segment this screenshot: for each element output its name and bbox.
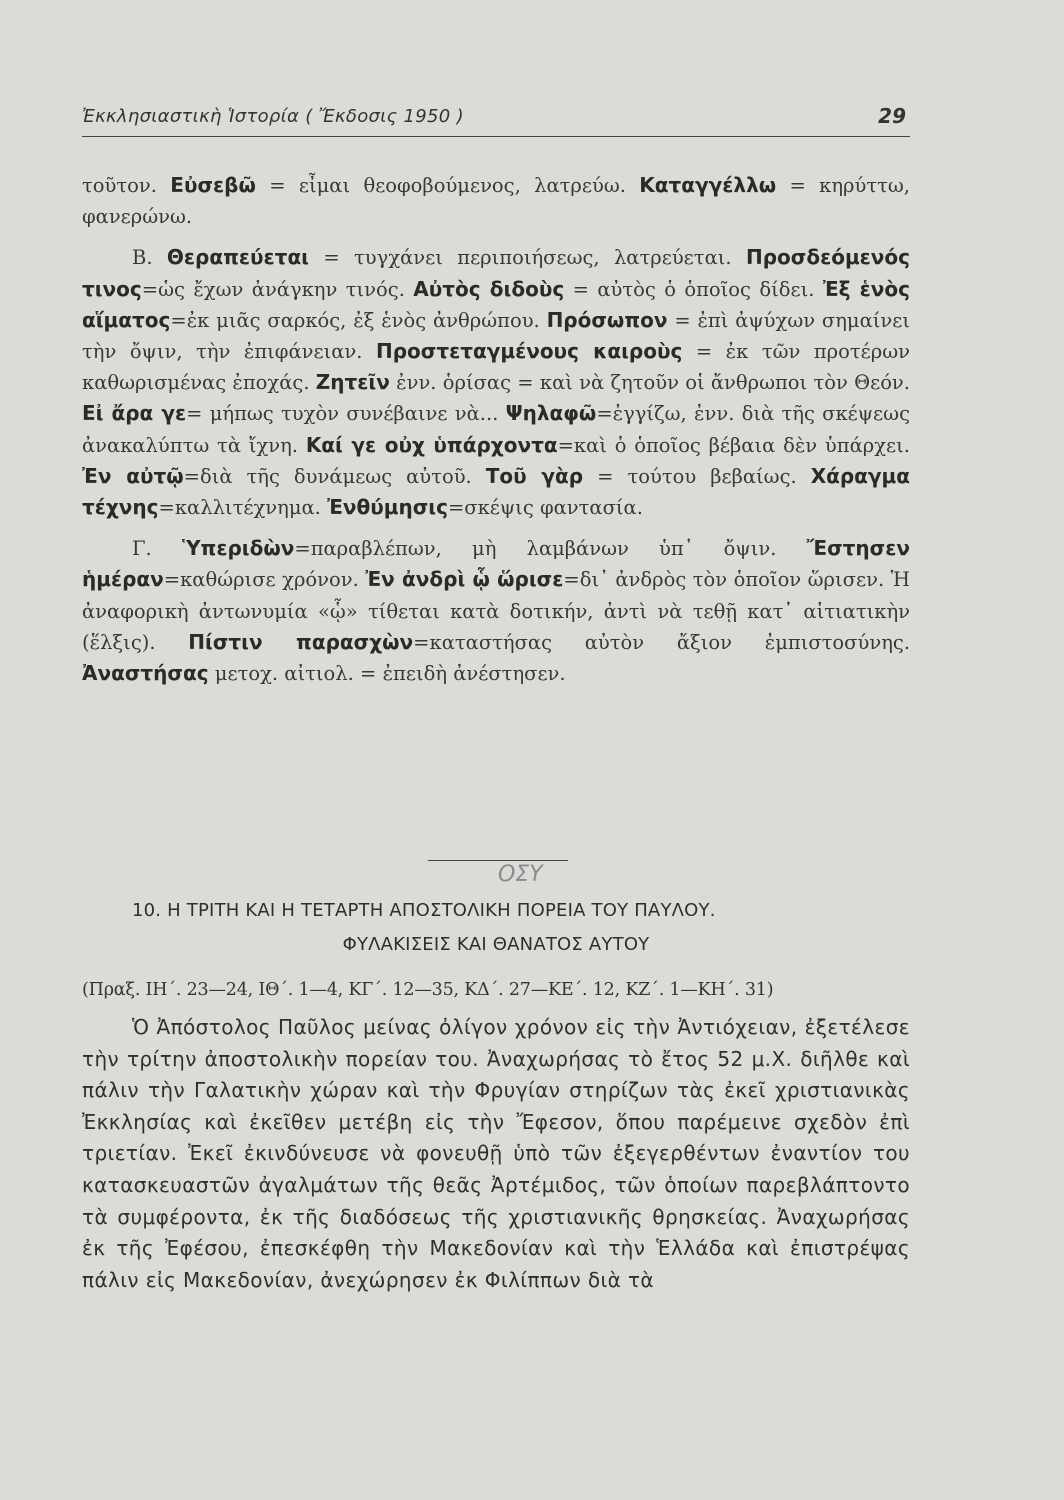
running-header	[82, 100, 910, 137]
scripture-references: (Πραξ. ΙΗ΄. 23—24, ΙΘ΄. 1—4, ΚΓ΄. 12—35, ΚΔ΄. 27—ΚΕ΄. 12, ΚΖ΄. 1—ΚΗ΄. 31)	[82, 980, 774, 1000]
handwritten-mark: ΟΣΥ	[498, 862, 543, 887]
section-body	[82, 1012, 910, 1296]
section-subheading: ΦΥΛΑΚΙΣΕΙΣ ΚΑΙ ΘΑΝΑΤΟΣ ΑΥΤΟΥ	[342, 934, 650, 955]
body-paragraph: Ὁ Ἀπόστολος Παῦλος μείνας ὀλίγον χρόνον εἰς τὴν Ἀντιόχειαν, ἐξετέλεσε τὴν τρίτην ἀποστολικὴν πορείαν του. Ἀναχωρήσας τὸ ἔτος 52 μ.Χ. διῆλθε καὶ πάλιν τὴν Γαλατικὴν χώραν καὶ τὴν Φρυγίαν στηρίζων τὰς ἐκεῖ χριστιανικὰς Ἐκκλησίας καὶ ἐκεῖθεν μετέβη εἰς τὴν Ἔφεσον, ὅπου παρέμεινε σχεδὸν ἐπὶ τριετίαν. Ἐκεῖ ἐκινδύνευσε νὰ φονευθῇ ὑπὸ τῶν ἐξεγερθέντων ἐναντίον του κατασκευαστῶν ἀγαλμάτων τῆς θεᾶς Ἀρτέμιδος, τῶν ὁποίων παρεβλάπτοντο τὰ συμφέροντα, ἐκ τῆς διαδόσεως τῆς χριστιανικῆς θρησκείας. Ἀναχωρήσας ἐκ τῆς Ἐφέσου, ἐπεσκέφθη τὴν Μακεδονίαν καὶ τὴν Ἑλλάδα καὶ ἐπιστρέψας πάλιν εἰς Μακεδονίαν, ἀνεχώρησεν ἐκ Φιλίππων διὰ τὰ	[82, 1015, 910, 1292]
gloss-paragraph-2: Β. Θεραπεύεται = τυγχάνει περιποιήσεως, λατρεύεται. Προσδεόμενός τινος=ὡς ἔχων ἀνάγκην τινός. Αὐτὸς διδοὺς = αὐτὸς ὁ ὁποῖος δίδει. Ἐξ ἑνὸς αἵματος=ἐκ μιᾶς σαρκός, ἐξ ἑνὸς ἀνθρώπου. Πρόσωπον = ἐπὶ ἀψύχων σημαίνει τὴν ὄψιν, τὴν ἐπιφάνειαν. Προστεταγμένους καιροὺς = ἐκ τῶν προτέρων καθωρισμένας ἐποχάς. Ζητεῖν ἐνν. ὁρίσας = καὶ νὰ ζητοῦν οἱ ἄνθρωποι τὸν Θεόν. Εἰ ἄρα γε= μήπως τυχὸν συνέβαινε νὰ... Ψηλαφῶ=ἐγγίζω, ἐνν. διὰ τῆς σκέψεως ἀνακαλύπτω τὰ ἴχνη. Καί γε οὐχ ὑπάρχοντα=καὶ ὁ ὁποῖος βέβαια δὲν ὑπάρχει. Ἐν αὐτῷ=διὰ τῆς δυνάμεως αὐτοῦ. Τοῦ γὰρ = τούτου βεβαίως. Χάραγμα τέχνης=καλλιτέχνημα. Ἐνθύμησις=σκέψις φαντασία.	[82, 245, 911, 520]
glossary-block	[82, 170, 910, 699]
page-number: 29	[878, 104, 906, 128]
gloss-paragraph-3: Γ. Ὑπεριδὼν=παραβλέπων, μὴ λαμβάνων ὑπ᾽ ὄψιν. Ἔστησεν ἡμέραν=καθώρισε χρόνον. Ἐν ἀνδρὶ ᾧ ὥρισε=δι᾽ ἀνδρὸς τὸν ὁποῖον ὥρισεν. Ἡ ἀναφορικὴ ἀντωνυμία «ᾧ» τίθεται κατὰ δοτικήν, ἀντὶ νὰ τεθῇ κατ᾽ αἰτιατικὴν (ἕλξις). Πίστιν παρασχὼν=καταστήσας αὐτὸν ἄξιον ἐμπιστοσύνης. Ἀναστήσας μετοχ. αἰτιολ. = ἐπειδὴ ἀνέστησεν.	[82, 536, 910, 686]
running-title: Ἐκκλησιαστικὴ Ἱστορία ( Ἔκδοσις 1950 )	[82, 106, 464, 127]
section-heading: 10. Η ΤΡΙΤΗ ΚΑΙ Η ΤΕΤΑΡΤΗ ΑΠΟΣΤΟΛΙΚΗ ΠΟΡΕΙΑ ΤΟΥ ΠΑΥΛΟΥ.	[132, 900, 716, 921]
gloss-paragraph-1: τοῦτον. Εὐσεβῶ = εἶμαι θεοφοβούμενος, λατρεύω. Καταγγέλλω = κηρύττω, φανερώνω.	[82, 173, 910, 229]
section-divider	[428, 860, 568, 861]
